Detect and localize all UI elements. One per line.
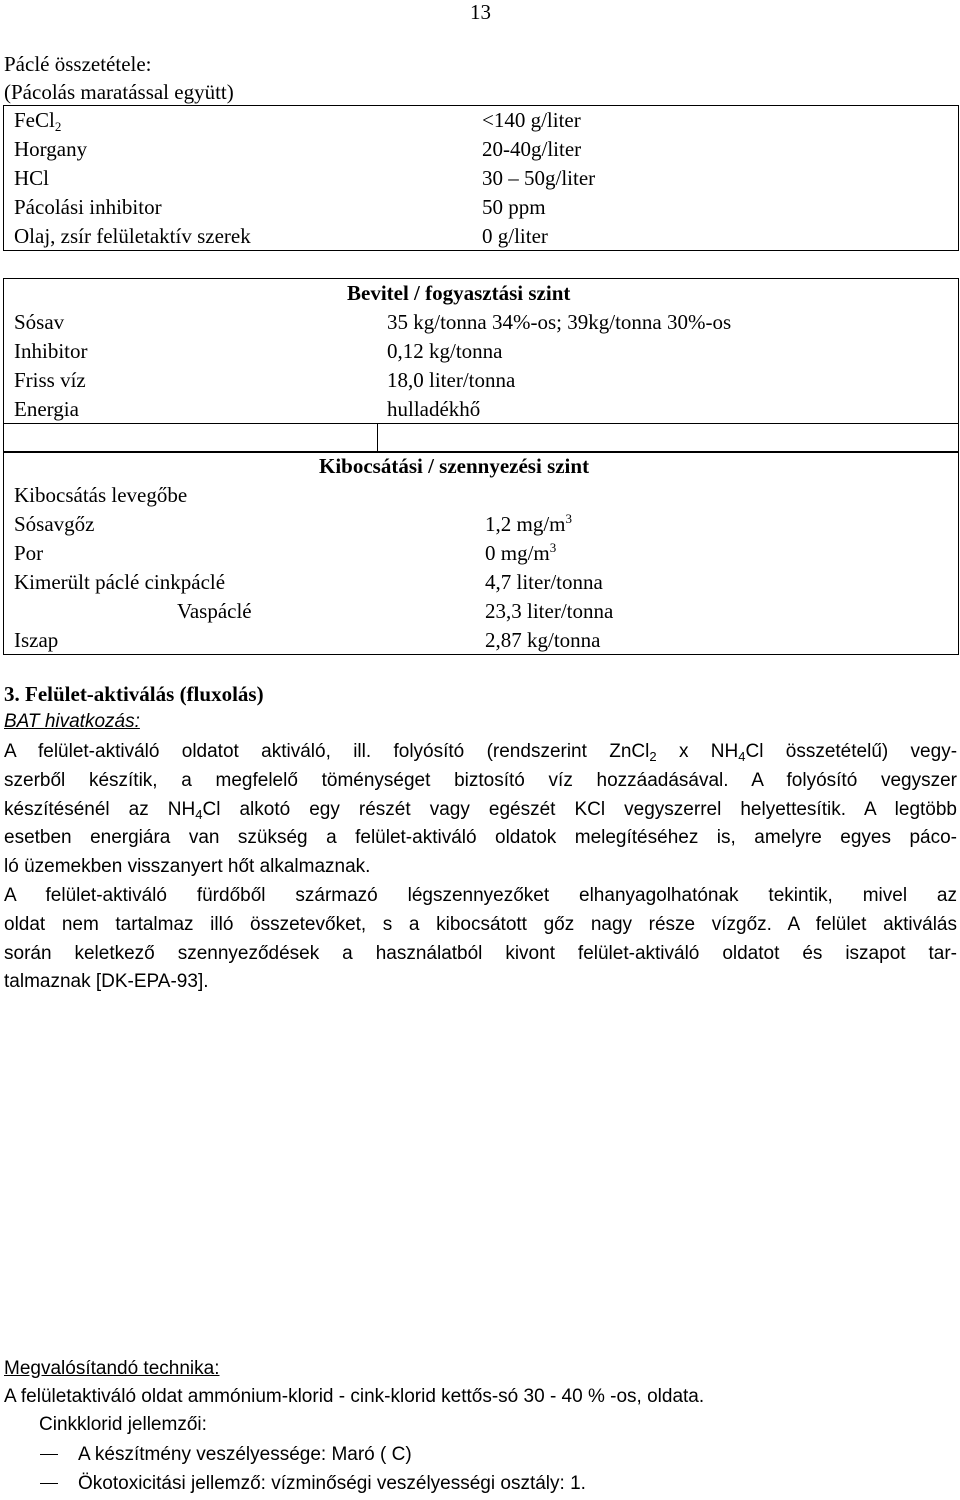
paragraph-line: ló üzemekben visszanyert hőt alkalmaznak. [4,856,371,878]
technique-subheading: Cinkklorid jellemzői: [39,1414,207,1435]
bat-reference-label: BAT hivatkozás: [4,711,140,732]
paragraph-emissions [4,882,957,997]
composition-label: Pácolási inhibitor [14,195,162,219]
technique-label: Megvalósítandó technika: [4,1358,220,1379]
input-value: 35 kg/tonna 34%-os; 39kg/tonna 30%-os [387,310,732,334]
emission-value [467,481,959,510]
emission-label: Iszap [14,627,59,652]
bullet-item: Ökotoxicitási jellemző: vízminőségi veszélyességi osztály: 1. [40,1472,586,1496]
input-value: hulladékhő [387,396,481,421]
input-label: Sósav [14,310,65,334]
emission-label: Sósavgőz [14,512,95,536]
emission-value: 4,7 liter/tonna [485,570,603,594]
paragraph-line: szerből készítik, a megfelelő töménységet biztosító víz hozzáadásával. A folyósító vegyszer [4,769,957,791]
paragraph-line: A felület-aktiváló oldatot aktiváló, ill. folyósító (rendszerint ZnCl$_2$ x $NH_4Cl$ összetételű) vegy- [4,741,958,764]
paragraph-line: esetben energiára van szükség a felület-aktiváló oldatok melegítéséhez is, amelyre egyes páco- [4,827,957,849]
page-number: 13 [470,0,491,24]
paragraph-line: oldat nem tartalmaz illó összetevőket, s a kibocsátott gőz nagy része vízgőz. A felület aktiválás [4,913,957,935]
composition-value: 50 ppm [482,195,546,219]
emission-table [3,451,959,655]
composition-value: 20-40g/liter [482,137,582,161]
composition-subtitle: (Pácolás maratással együtt) [4,80,234,104]
input-value: 18,0 liter/tonna [387,368,516,392]
bullet-item: A készítmény veszélyessége: Maró ( C) [40,1443,412,1467]
dash-bullet-icon [40,1483,58,1484]
composition-label: FeCl$_2$ [14,108,62,135]
paragraph-line: A felület-aktiváló fürdőből származó légszennyezőket elhanyagolhatónak tekintik, mivel az [4,885,957,906]
emission-label: Por [14,541,44,565]
emission-label: Kibocsátás levegőbe [14,483,188,507]
input-value: 0,12 kg/tonna [387,339,503,363]
composition-value: <140 g/liter [482,108,581,133]
emission-value: 2,87 kg/tonna [485,627,601,652]
emission-label: Vaspáclé [177,599,252,623]
composition-value: 30 – 50g/liter [482,166,596,190]
input-label: Friss víz [14,368,86,392]
paragraph-line: készítésénél az $NH_4Cl$ alkotó egy részét vagy egészét KCl vegyszerrel helyettesítik. A legtöbb [4,798,957,822]
emission-value: 1,2 $mg/m^3$ [485,511,573,536]
composition-title: Páclé összetétele: [4,52,152,76]
input-label: Energia [14,396,79,421]
composition-label: Olaj, zsír felületaktív szerek [14,223,251,248]
dash-bullet-icon [40,1454,58,1455]
input-table [3,278,959,453]
input-table-header: Bevitel / fogyasztási szint [347,281,571,306]
emission-value: 23,3 liter/tonna [485,599,614,623]
composition-label: Horgany [14,137,88,161]
input-label: Inhibitor [14,339,88,363]
paragraph-line: talmaznak [DK-EPA-93]. [4,971,209,993]
composition-value: 0 g/liter [482,223,548,248]
emission-label: Kimerült páclé cinkpáclé [14,570,226,594]
emission-value: 0 $mg/m^3$ [485,540,557,565]
emission-table-header: Kibocsátási / szennyezési szint [319,454,590,479]
paragraph-line: során keletkező szennyeződések a használatból kivont felület-aktiváló oldatot és iszapot tar- [4,942,957,964]
paragraph-activation [4,738,957,882]
technique-line: A felületaktiváló oldat ammónium-klorid - cink-klorid kettős-só 30 - 40 % -os, oldata. [4,1386,705,1407]
composition-table [3,105,959,251]
composition-label: HCl [14,166,50,190]
section-heading: 3. Felület-aktiválás (fluxolás) [4,682,264,706]
